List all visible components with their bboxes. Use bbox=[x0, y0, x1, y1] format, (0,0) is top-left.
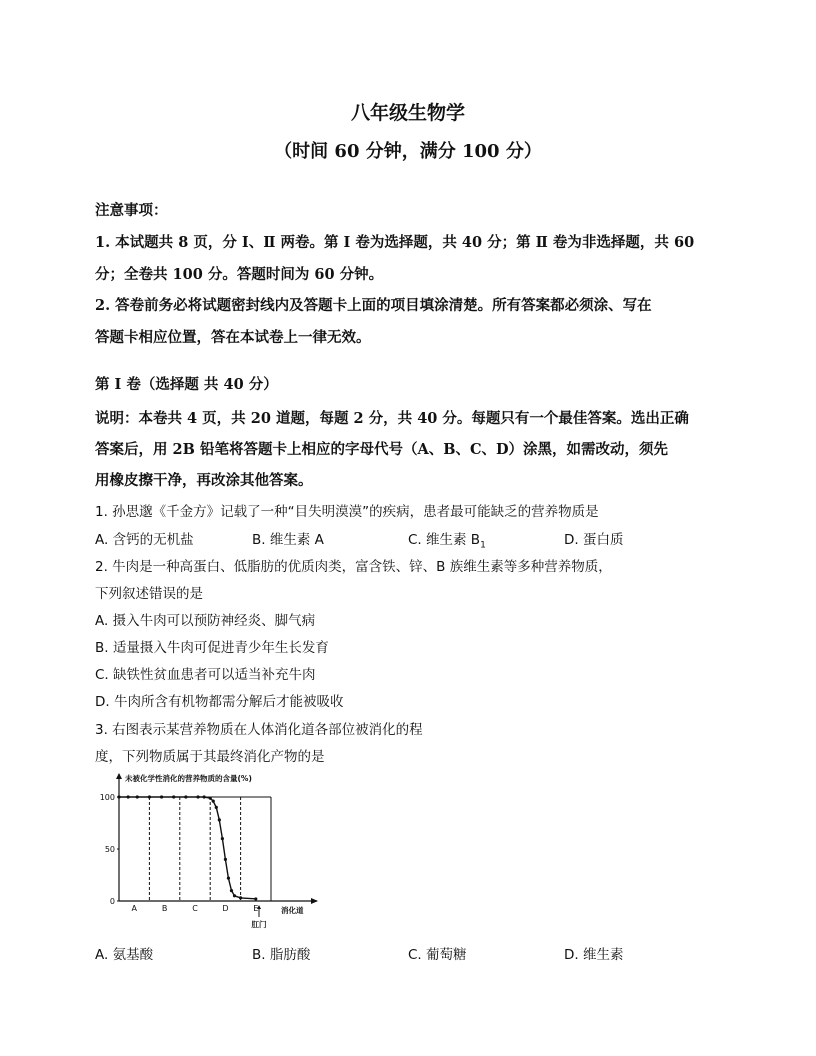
x-category-label-B: B bbox=[161, 904, 168, 913]
question-3-option-a: A. 氨基酸 bbox=[95, 947, 154, 963]
data-point-16 bbox=[230, 889, 233, 892]
question-1-option-d: D. 蛋白质 bbox=[564, 532, 624, 548]
question-3-option-d: D. 维生素 bbox=[564, 947, 624, 963]
exam-title: 八年级生物学 bbox=[350, 102, 465, 124]
notes-item-2-line-1: 2. 答卷前务必将试题密封线内及答题卡上面的项目填涂清楚。所有答案都必须涂、写在 bbox=[95, 297, 652, 314]
data-point-11 bbox=[215, 806, 218, 809]
notes-item-2-line-2: 答题卡相应位置，答在本试卷上一律无效。 bbox=[95, 329, 371, 346]
data-point-13 bbox=[221, 837, 224, 840]
data-point-14 bbox=[224, 858, 227, 861]
data-point-9 bbox=[209, 796, 212, 799]
y-tick-label-50: 50 bbox=[104, 845, 115, 854]
chart-title: 未被化学性消化的营养物质的含量(%) bbox=[125, 774, 252, 783]
data-point-19 bbox=[254, 897, 257, 900]
question-1-option-a: A. 含钙的无机盐 bbox=[95, 532, 194, 548]
data-point-1 bbox=[127, 795, 130, 798]
data-point-10 bbox=[212, 800, 215, 803]
data-point-17 bbox=[233, 894, 236, 897]
section-1-desc-line-3: 用橡皮擦干净，再改涂其他答案。 bbox=[95, 472, 313, 489]
data-point-18 bbox=[239, 896, 242, 899]
data-point-2 bbox=[136, 795, 139, 798]
x-axis-arrow bbox=[311, 898, 318, 904]
digestion-chart bbox=[95, 770, 355, 939]
exam-subtitle: （时间 60 分钟，满分 100 分） bbox=[274, 141, 542, 162]
data-point-8 bbox=[203, 795, 206, 798]
anus-label: 肛门 bbox=[251, 920, 267, 929]
x-category-label-E: E bbox=[253, 904, 259, 913]
data-point-0 bbox=[117, 795, 120, 798]
question-2-stem-line-1: 2. 牛肉是一种高蛋白、低脂肪的优质肉类，富含铁、锌、B 族维生素等多种营养物质， bbox=[95, 559, 612, 575]
question-2-option-b: B. 适量摄入牛肉可促进青少年生长发育 bbox=[95, 640, 329, 656]
data-point-5 bbox=[172, 795, 175, 798]
notes-item-1-line-1: 1. 本试题共 8 页，分 Ⅰ、Ⅱ 两卷。第 Ⅰ 卷为选择题，共 40 分；第 Ⅱ 卷为非选择题，共 60 bbox=[95, 234, 695, 251]
question-1-option-b: B. 维生素 A bbox=[252, 532, 324, 548]
question-2-option-d: D. 牛肉所含有机物都需分解后才能被吸收 bbox=[95, 694, 344, 710]
question-3-stem-line-2: 度，下列物质属于其最终消化产物的是 bbox=[95, 749, 325, 765]
question-1-option-c: C. 维生素 $B_1$ bbox=[408, 532, 486, 551]
question-2-option-c: C. 缺铁性贫血患者可以适当补充牛肉 bbox=[95, 667, 316, 683]
digestion-chart-svg bbox=[95, 770, 355, 935]
question-2-option-a: A. 摄入牛肉可以预防神经炎、脚气病 bbox=[95, 613, 316, 629]
section-1-desc-line-1: 说明：本卷共 4 页，共 20 道题，每题 2 分，共 40 分。每题只有一个最佳答案。选出正确 bbox=[95, 410, 689, 427]
question-3-option-b: B. 脂肪酸 bbox=[252, 947, 311, 963]
question-1-stem: 1. 孙思邈《千金方》记载了一种“目失明漠漠”的疾病，患者最可能缺乏的营养物质是 bbox=[95, 504, 599, 520]
y-tick-label-100: 100 bbox=[99, 793, 115, 802]
question-3-stem-line-1: 3. 右图表示某营养物质在人体消化道各部位被消化的程 bbox=[95, 722, 423, 738]
question-2-stem-line-2: 下列叙述错误的是 bbox=[95, 586, 203, 602]
data-point-7 bbox=[196, 795, 199, 798]
x-axis-label: 消化道 bbox=[281, 906, 304, 915]
y-axis-arrow bbox=[116, 773, 122, 779]
question-3-option-c: C. 葡萄糖 bbox=[408, 947, 467, 963]
data-point-3 bbox=[148, 795, 151, 798]
section-1-heading: 第 Ⅰ 卷（选择题 共 40 分） bbox=[95, 376, 278, 393]
x-category-label-A: A bbox=[131, 904, 137, 913]
x-category-label-D: D bbox=[222, 904, 229, 913]
data-point-6 bbox=[184, 795, 187, 798]
data-point-4 bbox=[160, 795, 163, 798]
data-point-12 bbox=[218, 818, 221, 821]
y-tick-label-0: 0 bbox=[109, 897, 115, 906]
data-curve bbox=[119, 797, 256, 899]
data-point-15 bbox=[227, 877, 230, 880]
notes-item-1-line-2: 分；全卷共 100 分。答题时间为 60 分钟。 bbox=[95, 266, 384, 283]
notes-heading: 注意事项： bbox=[95, 202, 168, 219]
x-category-label-C: C bbox=[192, 904, 198, 913]
section-1-desc-line-2: 答案后，用 2B 铅笔将答题卡上相应的字母代号（A、B、C、D）涂黑，如需改动，须先 bbox=[95, 441, 669, 458]
